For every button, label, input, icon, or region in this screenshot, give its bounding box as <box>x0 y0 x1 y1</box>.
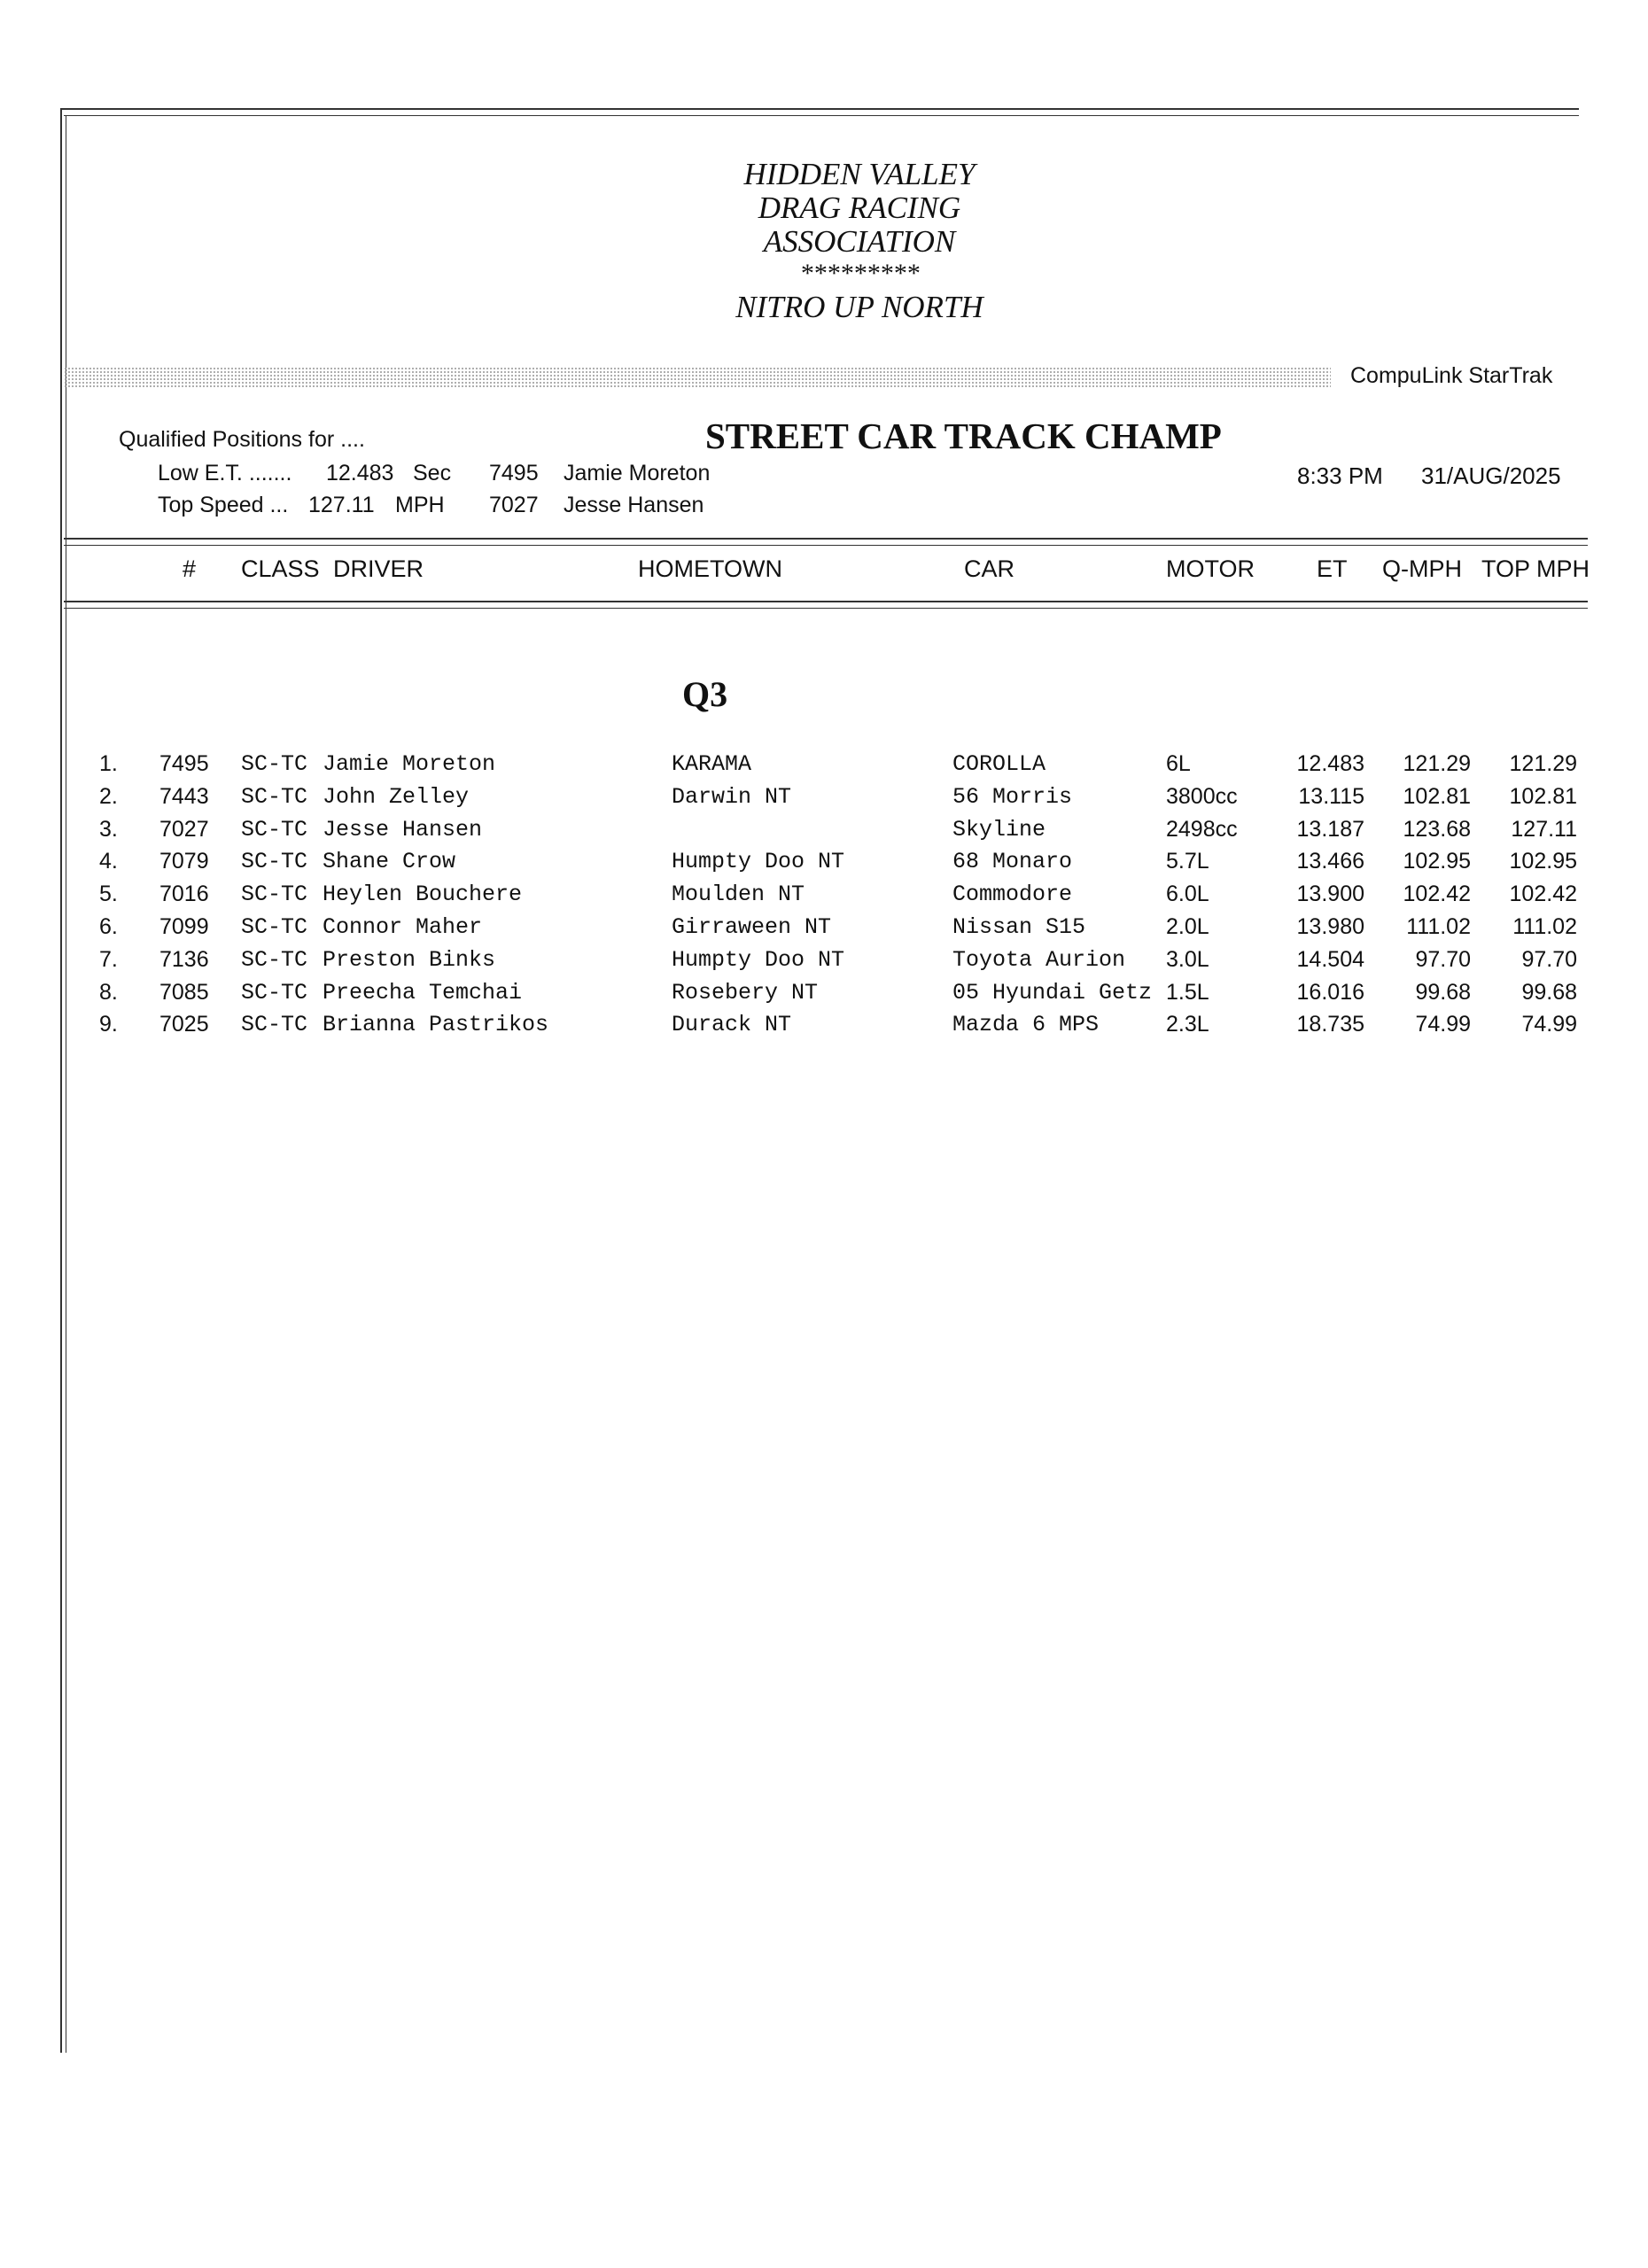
row-car: 05 Hyundai Getz <box>952 979 1153 1006</box>
row-hometown: Darwin NT <box>672 783 792 810</box>
row-driver: Preston Binks <box>323 946 496 973</box>
row-position: 9. <box>99 1012 118 1037</box>
row-motor: 2.0L <box>1166 914 1209 939</box>
org-line-1: HIDDEN VALLEY <box>743 157 976 191</box>
row-driver: Preecha Temchai <box>323 979 523 1006</box>
row-et: 13.900 <box>1296 882 1364 907</box>
table-row <box>0 817 1648 850</box>
row-driver: Heylen Bouchere <box>323 882 523 908</box>
header-bottom-line-1 <box>64 601 1588 602</box>
row-hometown: KARAMA <box>672 751 752 777</box>
table-row <box>0 849 1648 882</box>
top-speed-unit: MPH <box>395 493 445 517</box>
row-motor: 6.0L <box>1166 882 1209 907</box>
row-et: 13.115 <box>1298 783 1364 809</box>
row-position: 8. <box>99 979 118 1005</box>
row-motor: 6L <box>1166 751 1191 776</box>
row-car: Skyline <box>952 816 1046 843</box>
low-et-value: 12.483 <box>326 461 394 485</box>
stipple-band <box>64 367 1331 388</box>
col-header-num: # <box>183 555 197 582</box>
row-number: 7136 <box>159 946 209 972</box>
row-class: SC-TC <box>241 751 308 777</box>
top-speed-number: 7027 <box>489 493 539 517</box>
row-topmph: 127.11 <box>1511 816 1577 842</box>
row-class: SC-TC <box>241 783 308 810</box>
row-et: 14.504 <box>1296 946 1364 972</box>
row-et: 16.016 <box>1296 979 1364 1005</box>
top-speed-label: Top Speed ... <box>158 493 289 517</box>
row-qmph: 102.42 <box>1403 882 1471 907</box>
row-class: SC-TC <box>241 979 308 1006</box>
system-label: CompuLink StarTrak <box>1350 363 1553 388</box>
row-qmph: 121.29 <box>1403 751 1471 776</box>
row-class: SC-TC <box>241 816 308 843</box>
row-driver: Connor Maher <box>323 914 483 940</box>
row-topmph: 99.68 <box>1521 979 1577 1005</box>
row-car: Mazda 6 MPS <box>952 1012 1100 1038</box>
row-motor: 2498cc <box>1166 816 1238 842</box>
row-number: 7085 <box>159 979 209 1005</box>
row-topmph: 97.70 <box>1521 946 1577 972</box>
row-class: SC-TC <box>241 882 308 908</box>
row-number: 7495 <box>159 751 209 776</box>
row-position: 2. <box>99 783 118 809</box>
row-driver: Shane Crow <box>323 849 456 875</box>
top-speed-value: 127.11 <box>308 493 375 517</box>
col-header-et: ET <box>1317 555 1348 582</box>
row-et: 18.735 <box>1296 1012 1364 1037</box>
session-heading: Q3 <box>682 674 728 714</box>
row-class: SC-TC <box>241 914 308 940</box>
row-qmph: 102.81 <box>1403 783 1471 809</box>
row-hometown: Humpty Doo NT <box>672 849 845 875</box>
row-motor: 3800cc <box>1166 783 1238 809</box>
table-row <box>0 947 1648 980</box>
row-number: 7079 <box>159 849 209 874</box>
row-driver: Jamie Moreton <box>323 751 496 777</box>
top-speed-driver: Jesse Hansen <box>564 493 704 517</box>
event-name: NITRO UP NORTH <box>735 290 983 324</box>
row-car: Nissan S15 <box>952 914 1086 940</box>
row-topmph: 74.99 <box>1521 1012 1577 1037</box>
low-et-label: Low E.T. ....... <box>158 461 292 485</box>
row-motor: 5.7L <box>1166 849 1209 874</box>
row-topmph: 102.81 <box>1509 783 1577 809</box>
row-motor: 1.5L <box>1166 979 1209 1005</box>
col-header-motor: MOTOR <box>1166 555 1255 582</box>
row-position: 5. <box>99 882 118 907</box>
frame-left-line-1 <box>60 108 62 2053</box>
table-row <box>0 914 1648 947</box>
table-row <box>0 751 1648 784</box>
row-hometown: Moulden NT <box>672 882 805 908</box>
row-qmph: 102.95 <box>1403 849 1471 874</box>
frame-top-line-1 <box>60 108 1579 110</box>
row-qmph: 74.99 <box>1415 1012 1471 1037</box>
row-number: 7443 <box>159 783 209 809</box>
row-qmph: 97.70 <box>1415 946 1471 972</box>
col-header-hometown: HOMETOWN <box>638 555 782 582</box>
row-qmph: 99.68 <box>1415 979 1471 1005</box>
row-qmph: 111.02 <box>1406 914 1471 939</box>
row-qmph: 123.68 <box>1403 816 1471 842</box>
row-et: 13.187 <box>1296 816 1364 842</box>
row-number: 7025 <box>159 1012 209 1037</box>
row-driver: Brianna Pastrikos <box>323 1012 549 1038</box>
low-et-number: 7495 <box>489 461 539 485</box>
row-car: Commodore <box>952 882 1073 908</box>
row-topmph: 102.95 <box>1509 849 1577 874</box>
row-class: SC-TC <box>241 1012 308 1038</box>
row-topmph: 121.29 <box>1509 751 1577 776</box>
table-row <box>0 980 1648 1013</box>
row-car: 68 Monaro <box>952 849 1073 875</box>
row-position: 3. <box>99 816 118 842</box>
row-et: 12.483 <box>1296 751 1364 776</box>
col-header-class: CLASS <box>241 555 320 582</box>
row-hometown: Girraween NT <box>672 914 832 940</box>
row-hometown: Durack NT <box>672 1012 792 1038</box>
low-et-unit: Sec <box>413 461 452 485</box>
row-topmph: 111.02 <box>1512 914 1577 939</box>
report-date: 31/AUG/2025 <box>1421 462 1561 489</box>
row-car: COROLLA <box>952 751 1046 777</box>
row-driver: John Zelley <box>323 783 470 810</box>
row-motor: 3.0L <box>1166 946 1209 972</box>
org-line-3: ASSOCIATION <box>763 224 956 259</box>
report-time: 8:33 PM <box>1297 462 1383 489</box>
org-line-2: DRAG RACING <box>758 190 961 225</box>
low-et-driver: Jamie Moreton <box>564 461 711 485</box>
row-class: SC-TC <box>241 946 308 973</box>
row-motor: 2.3L <box>1166 1012 1209 1037</box>
category-title: STREET CAR TRACK CHAMP <box>705 416 1222 456</box>
row-position: 4. <box>99 849 118 874</box>
row-number: 7027 <box>159 816 209 842</box>
row-hometown: Rosebery NT <box>672 979 819 1006</box>
row-car: 56 Morris <box>952 783 1073 810</box>
col-header-qmph: Q-MPH <box>1382 555 1462 582</box>
header-top-line-2 <box>64 545 1588 546</box>
header-bottom-line-2 <box>64 608 1588 609</box>
row-position: 7. <box>99 946 118 972</box>
frame-top-line-2 <box>64 115 1579 116</box>
row-hometown: Humpty Doo NT <box>672 946 845 973</box>
qualified-label: Qualified Positions for .... <box>119 427 365 452</box>
col-header-topmph: TOP MPH <box>1481 555 1590 582</box>
table-row <box>0 784 1648 817</box>
header-top-line-1 <box>64 538 1588 540</box>
row-number: 7099 <box>159 914 209 939</box>
row-position: 1. <box>99 751 118 776</box>
row-number: 7016 <box>159 882 209 907</box>
row-car: Toyota Aurion <box>952 946 1126 973</box>
row-et: 13.466 <box>1296 849 1364 874</box>
col-header-driver: DRIVER <box>333 555 424 582</box>
table-row <box>0 1012 1648 1045</box>
row-position: 6. <box>99 914 118 939</box>
row-class: SC-TC <box>241 849 308 875</box>
col-header-car: CAR <box>964 555 1015 582</box>
table-row <box>0 882 1648 914</box>
org-stars: ********* <box>799 259 920 288</box>
row-et: 13.980 <box>1296 914 1364 939</box>
row-driver: Jesse Hansen <box>323 816 483 843</box>
row-topmph: 102.42 <box>1509 882 1577 907</box>
